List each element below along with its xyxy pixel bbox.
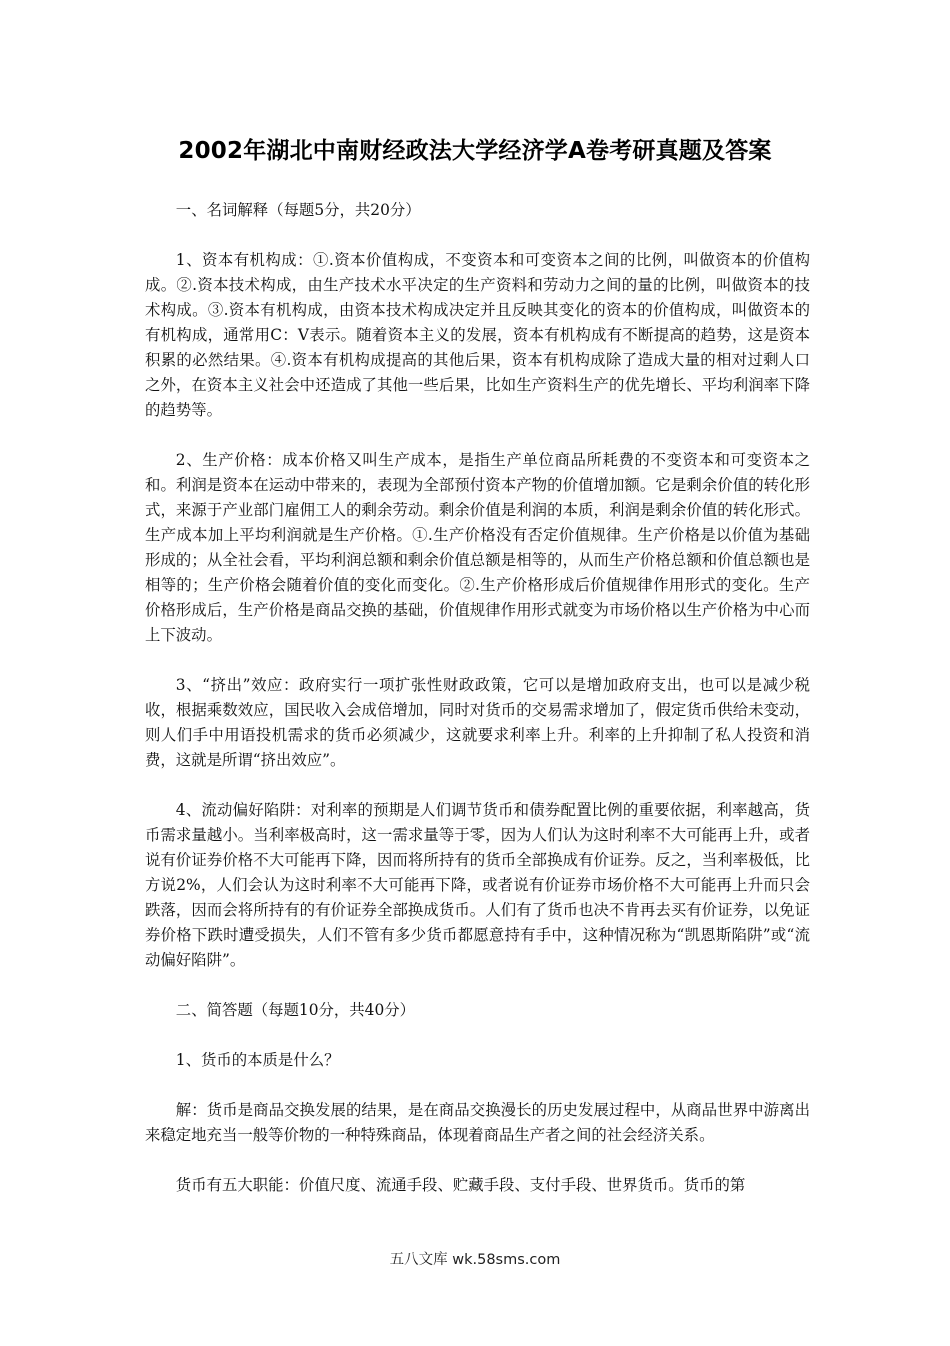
paragraph-term-3: 3、“挤出”效应：政府实行一项扩张性财政政策，它可以是增加政府支出，也可以是减少税收，根据乘数效应，国民收入会成倍增加，同时对货币的交易需求增加了，假定货币供给未变动，则人们手中用语投机需求的货币必须减少，这就要求利率上升。利率的上升抑制了私人投资和消费，这就是所谓“挤出效应”。 [145,676,810,769]
page-title: 2002年湖北中南财经政法大学经济学A卷考研真题及答案 [178,138,772,164]
page-footer: 五八文库 wk.58sms.com [389,1252,561,1268]
question-1: 1、货币的本质是什么？ [175,1051,340,1069]
section-heading-1: 一、名词解释（每题5分，共20分） [175,201,421,219]
answer-1: 解：货币是商品交换发展的结果，是在商品交换漫长的历史发展过程中，从商品世界中游离出来稳定地充当一般等价物的一种特殊商品，体现着商品生产者之间的社会经济关系。 [145,1101,810,1144]
paragraph-term-1: 1、资本有机构成：①.资本价值构成，不变资本和可变资本之间的比例，叫做资本的价值构成。②.资本技术构成，由生产技术水平决定的生产资料和劳动力之间的量的比例，叫做资本的技术构成。③.资本有机构成，由资本技术构成决定并且反映其变化的资本的价值构成，叫做资本的有机构成，通常用C：V表示。随着资本主义的发展，资本有机构成有不断提高的趋势，这是资本积累的必然结果。④.资本有机构成提高的其他后果，资本有机构成除了造成大量的相对过剩人口之外，在资本主义社会中还造成了其他一些后果，比如生产资料生产的优先增长、平均利润率下降的趋势等。 [145,251,810,419]
paragraph-term-2: 2、生产价格：成本价格又叫生产成本，是指生产单位商品所耗费的不变资本和可变资本之和。利润是资本在运动中带来的，表现为全部预付资本产物的价值增加额。它是剩余价值的转化形式，来源于产业部门雇佣工人的剩余劳动。剩余价值是利润的本质，利润是剩余价值的转化形式。生产成本加上平均利润就是生产价格。①.生产价格没有否定价值规律。生产价格是以价值为基础形成的；从全社会看，平均利润总额和剩余价值总额是相等的，从而生产价格总额和价值总额也是相等的；生产价格会随着价值的变化而变化。②.生产价格形成后价值规律作用形式的变化。生产价格形成后，生产价格是商品交换的基础，价值规律作用形式就变为市场价格以生产价格为中心而上下波动。 [145,451,810,644]
answer-1-continued: 货币有五大职能：价值尺度、流通手段、贮藏手段、支付手段、世界货币。货币的第 [175,1176,746,1194]
document-body [145,198,810,1223]
paragraph-term-4: 4、流动偏好陷阱：对利率的预期是人们调节货币和债券配置比例的重要依据，利率越高，货币需求量越小。当利率极高时，这一需求量等于零，因为人们认为这时利率不大可能再上升，或者说有价证券价格不大可能再下降，因而将所持有的货币全部换成有价证券。反之，当利率极低，比方说2%，人们会认为这时利率不大可能再下降，或者说有价证券市场价格不大可能再上升而只会跌落，因而会将所持有的有价证券全部换成货币。人们有了货币也决不肯再去买有价证券，以免证券价格下跌时遭受损失，人们不管有多少货币都愿意持有手中，这种情况称为“凯恩斯陷阱”或“流动偏好陷阱”。 [145,801,810,969]
section-heading-2: 二、简答题（每题10分，共40分） [175,1001,416,1019]
